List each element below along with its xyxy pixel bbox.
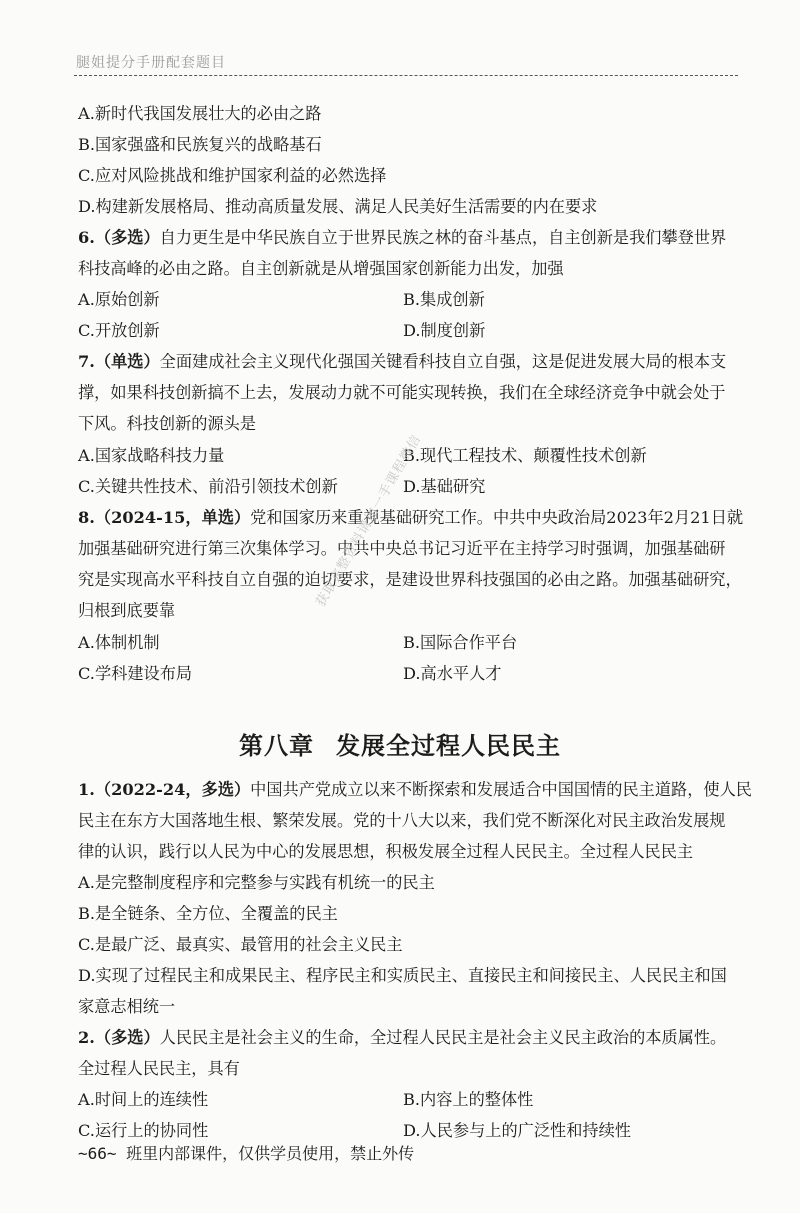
q8-option-a: A.体制机制	[78, 633, 160, 652]
chapter-question-1-text: 中国共产党成立以来不断探索和发展适合中国国情的民主道路，使人民	[250, 780, 752, 799]
q7-option-a: A.国家战略科技力量	[78, 446, 225, 465]
q7-option-b: B.现代工程技术、颠覆性技术创新	[403, 446, 647, 465]
q6-option-b: B.集成创新	[403, 290, 485, 309]
q8-option-b: B.国际合作平台	[403, 633, 518, 652]
chapter-question-2-line2: 全过程人民民主，具有	[78, 1059, 240, 1078]
chapter-title	[0, 730, 800, 762]
q6-option-a: A.原始创新	[78, 290, 160, 309]
option-b: B.国家强盛和民族复兴的战略基石	[78, 135, 322, 154]
chapter-question-2	[78, 1027, 726, 1049]
chapter-question-2-text: 人民民主是社会主义的生命，全过程人民民主是社会主义民主政治的本质属性。	[159, 1028, 727, 1047]
question-8-text: 党和国家历来重视基础研究工作。中共中央政治局2023年2月21日就	[250, 508, 744, 527]
chapter-question-1-line3: 律的认识，践行以人民为中心的发展思想，积极发展全过程人民民主。全过程人民民主	[78, 842, 694, 861]
question-7-line3: 下风。科技创新的源头是	[78, 414, 257, 433]
q6-option-d: D.制度创新	[403, 321, 486, 340]
chapter-question-1-line2: 民主在东方大国落地生根、繁荣发展。党的十八大以来，我们党不断深化对民主政治发展规	[78, 811, 726, 830]
chapter-question-1-number: 1.（2022-24，多选）	[78, 780, 251, 799]
ch2-option-d: D.人民参与上的广泛性和持续性	[403, 1121, 631, 1140]
ch2-option-a: A.时间上的连续性	[78, 1090, 209, 1109]
question-8-line4: 归根到底要靠	[78, 601, 176, 620]
option-a: A.新时代我国发展壮大的必由之路	[78, 104, 322, 123]
ch2-option-b: B.内容上的整体性	[403, 1090, 534, 1109]
q7-option-d: D.基础研究	[403, 477, 486, 496]
question-8-line3: 究是实现高水平科技自立自强的迫切要求，是建设世界科技强国的必由之路。加强基础研究，	[78, 570, 742, 589]
question-7-line2: 撑，如果科技创新搞不上去，发展动力就不可能实现转换，我们在全球经济竞争中就会处于	[78, 383, 726, 402]
question-8	[78, 507, 743, 529]
chapter-question-1	[78, 779, 752, 801]
chapter-name: 发展全过程人民民主	[336, 732, 561, 760]
ch1-option-a: A.是完整制度程序和完整参与实践有机统一的民主	[78, 873, 435, 892]
ch2-option-c: C.运行上的协同性	[78, 1121, 209, 1140]
question-6-number: 6.（多选）	[78, 228, 160, 247]
q6-option-c: C.开放创新	[78, 321, 160, 340]
question-6-line2: 科技高峰的必由之路。自主创新就是从增强国家创新能力出发，加强	[78, 259, 564, 278]
option-c: C.应对风险挑战和维护国家利益的必然选择	[78, 166, 387, 185]
header-rule	[74, 75, 738, 76]
option-d: D.构建新发展格局、推动高质量发展、满足人民美好生活需要的内在要求	[78, 197, 598, 216]
question-7	[78, 351, 726, 373]
q8-option-c: C.学科建设布局	[78, 664, 193, 683]
ch1-option-b: B.是全链条、全方位、全覆盖的民主	[78, 904, 338, 923]
watermark: 获取完整资料请加一手课程微信	[313, 432, 425, 610]
page-footer: ~66~ 班里内部课件，仅供学员使用，禁止外传	[78, 1144, 415, 1163]
page-header: 腿姐提分手册配套题目	[76, 55, 226, 71]
chapter-number: 第八章	[239, 732, 314, 760]
chapter-question-2-number: 2.（多选）	[78, 1028, 160, 1047]
question-8-line2: 加强基础研究进行第三次集体学习。中共中央总书记习近平在主持学习时强调，加强基础研	[78, 539, 726, 558]
q8-option-d: D.高水平人才	[403, 664, 502, 683]
ch1-option-d-line2: 家意志相统一	[78, 997, 176, 1016]
question-6-text: 自力更生是中华民族自立于世界民族之林的奋斗基点，自主创新是我们攀登世界	[159, 228, 727, 247]
question-7-text: 全面建成社会主义现代化强国关键看科技自立自强，这是促进发展大局的根本支	[159, 352, 727, 371]
ch1-option-d: D.实现了过程民主和成果民主、程序民主和实质民主、直接民主和间接民主、人民民主和国	[78, 966, 727, 985]
question-7-number: 7.（单选）	[78, 352, 160, 371]
question-8-number: 8.（2024-15，单选）	[78, 508, 251, 527]
ch1-option-c: C.是最广泛、最真实、最管用的社会主义民主	[78, 935, 403, 954]
question-6	[78, 227, 726, 249]
q7-option-c: C.关键共性技术、前沿引领技术创新	[78, 477, 338, 496]
